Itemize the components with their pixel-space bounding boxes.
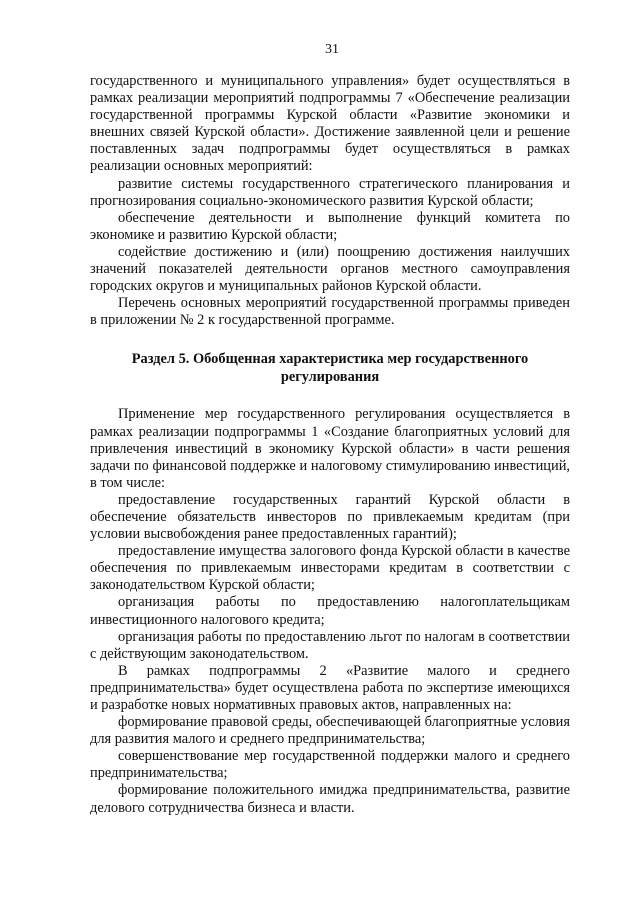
page-number: 31 [325,42,339,57]
paragraph: формирование положительного имиджа предпринимательства, развитие делового сотрудничества бизнеса и власти. [90,782,570,816]
paragraph: предоставление имущества залогового фонда Курской области в качестве обеспечения по привлекаемым инвесторами кредитам в соответствии с законодательством Курской области; [90,543,570,594]
section-heading-line-2: регулирования [280,368,380,385]
paragraph: Применение мер государственного регулирования осуществляется в рамках реализации подпрограммы 1 «Создание благоприятных условий для привлечения инвестиций в экономику Курской области» в части решения задачи по финансовой поддержке и налоговому стимулированию инвестиций, в том числе: [90,406,570,491]
paragraph: совершенствование мер государственной поддержки малого и среднего предпринимательства; [90,748,570,782]
section-heading [90,351,570,386]
section-heading-line-1: Раздел 5. Обобщенная характеристика мер государственного [131,351,529,368]
paragraph: государственного и муниципального управления» будет осуществляться в рамках реализации мероприятий подпрограммы 7 «Обеспечение реализации государственной программы Курской области «Развитие экономики и внешних связей Курской области». Достижение заявленной цели и решение поставленных задач подпрограммы будет осуществляться в рамках реализации основных мероприятий: [90,73,570,175]
section-5-body [90,406,570,816]
paragraph: организация работы по предоставлению налогоплательщикам инвестиционного налогового кредита; [90,594,570,628]
paragraph: В рамках подпрограммы 2 «Развитие малого и среднего предпринимательства» будет осуществлена работа по экспертизе имеющихся и разработке новых нормативных правовых актов, направленных на: [90,662,570,713]
paragraph: обеспечение деятельности и выполнение функций комитета по экономике и развитию Курской области; [90,209,570,243]
paragraph: организация работы по предоставлению льгот по налогам в соответствии с действующим законодательством. [90,628,570,662]
paragraph: содействие достижению и (или) поощрению достижения наилучших значений показателей деятельности органов местного самоуправления городских округов и муниципальных районов Курской области. [90,243,570,295]
paragraph: развитие системы государственного стратегического планирования и прогнозирования социально-экономического развития Курской области; [90,175,570,209]
paragraph: формирование правовой среды, обеспечивающей благоприятные условия для развития малого и среднего предпринимательства; [90,714,570,748]
paragraph: Перечень основных мероприятий государственной программы приведен в приложении № 2 к государственной программе. [90,295,570,329]
paragraph: предоставление государственных гарантий Курской области в обеспечение обязательств инвесторов по привлекаемым кредитам (при условии высвобождения ранее предоставленных гарантий); [90,491,570,543]
section-1-continuation [90,73,570,329]
